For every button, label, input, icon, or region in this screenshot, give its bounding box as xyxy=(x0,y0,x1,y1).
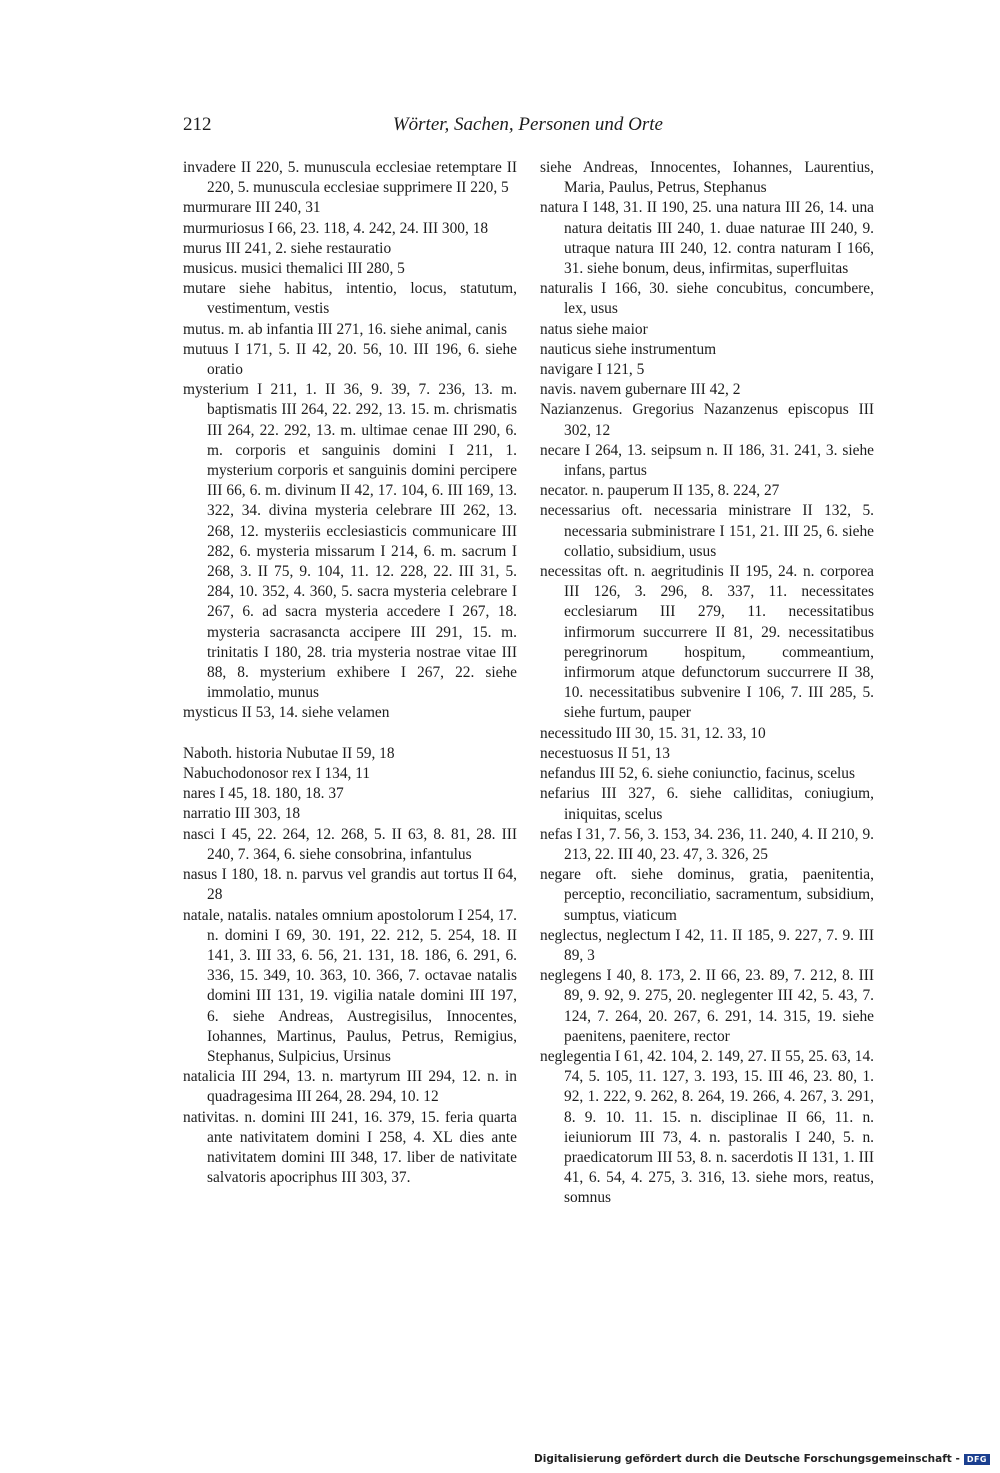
index-entry: naturalis I 166, 30. siehe concubitus, concumbere, lex, usus xyxy=(540,280,874,318)
index-entry: navigare I 121, 5 xyxy=(540,361,645,379)
index-entry: murmuriosus I 66, 23. 118, 4. 242, 24. III 300, 18 xyxy=(183,219,489,237)
index-entry: nares I 45, 18. 180, 18. 37 xyxy=(183,785,344,803)
index-column-right xyxy=(540,158,874,1209)
index-entry: mutare siehe habitus, intentio, locus, statutum, vestimentum, vestis xyxy=(183,280,517,318)
index-entry: nasus I 180, 18. n. parvus vel grandis aut tortus II 64, 28 xyxy=(183,866,517,904)
index-entry: nauticus siehe instrumentum xyxy=(540,340,717,358)
index-entry: necator. n. pauperum II 135, 8. 224, 27 xyxy=(540,482,780,500)
footer-text: Digitalisierung gefördert durch die Deutsche Forschungsgemeinschaft - xyxy=(534,1453,960,1465)
index-entry: negare oft. siehe dominus, gratia, paenitentia, perceptio, reconciliatio, sacramentum, subsidium, sumptus, viaticum xyxy=(540,866,874,924)
index-entry: nefandus III 52, 6. siehe coniunctio, facinus, scelus xyxy=(540,765,855,783)
index-entry: nasci I 45, 22. 264, 12. 268, 5. II 63, 8. 81, 28. III 240, 7. 364, 6. siehe consobrina, infantulus xyxy=(183,825,517,863)
index-entry: necessarius oft. necessaria ministrare II 132, 5. necessaria subministrare I 151, 21. III 25, 6. siehe collatio, subsidium, usus xyxy=(540,502,874,560)
index-entry: nativitas. n. domini III 241, 16. 379, 15. feria quarta ante nativitatem domini I 258, 4. XL dies ante nativitatem domini III 348, 17. liber de nativitate salvatoris apocriphus III 303, 37. xyxy=(183,1108,517,1187)
index-entry: natus siehe maior xyxy=(540,320,648,338)
index-entry: natale, natalis. natales omnium apostolorum I 254, 17. n. domini I 69, 30. 191, 22. 212, 5. 254, 18. II 141, 3. III 33, 6. 56, 21. 131, 18. 186, 6. 291, 6. 336, 15. 349, 10. 363, 10. 366, 7. octavae natalis domini III 131, 19. vigilia natale domini III 197, 6. siehe Andreas, Austregisilus, Innocentes, Iohannes, Martinus, Paulus, Petrus, Remigius, Stephanus, Sulpicius, Ursinus xyxy=(183,906,517,1065)
index-entry: mysterium I 211, 1. II 36, 9. 39, 7. 236, 13. m. baptismatis III 264, 22. 292, 13. 15. m. chrismatis III 264, 22. 292, 13. m. ultimae cenae III 290, 6. m. corporis et sanguinis domini I 211, 1. mysterium corporis et sanguinis domini percipere III 66, 6. m. divinum II 42, 17. 104, 6. III 169, 13. 322, 34. divina mysteria celebrare III 262, 13. 268, 12. mysteriis ecclesiasticis communicare III 282, 6. mysteria missarum I 214, 6. m. sacrum I 268, 3. II 75, 9. 104, 11. 12. 228, 22. III 31, 5. 284, 10. 352, 4. 360, 5. sacra mysteria celebrare I 267, 6. ad sacra mysteria accedere I 267, 18. mysteria sacrasancta accipere III 291, 15. m. trinitatis I 180, 28. tria mysteria nostrae vitae III 88, 8. mysterium exhibere I 267, 22. siehe immolatio, munus xyxy=(183,381,517,702)
index-entry: mutuus I 171, 5. II 42, 20. 56, 10. III 196, 6. siehe oratio xyxy=(183,340,517,379)
index-entry: mysticus II 53, 14. siehe velamen xyxy=(183,704,390,722)
index-entry: nefarius III 327, 6. siehe calliditas, coniugium, iniquitas, scelus xyxy=(540,785,874,823)
index-entry: navis. navem gubernare III 42, 2 xyxy=(540,381,741,399)
index-entry: invadere II 220, 5. munuscula ecclesiae retemptare II 220, 5. munuscula ecclesiae supprimere II 220, 5 xyxy=(183,159,517,197)
index-entry: necessitudo III 30, 15. 31, 12. 33, 10 xyxy=(540,724,766,742)
index-entry: neglectus, neglectum I 42, 11. II 185, 9. 227, 7. 9. III 89, 3 xyxy=(540,926,874,964)
index-entry: neglegentia I 61, 42. 104, 2. 149, 27. II 55, 25. 63, 14. 74, 5. 105, 11. 127, 3. 193, 15. III 46, 23. 80, 1. 92, 1. 222, 9. 262, 8. 264, 19. 266, 4. 267, 3. 291, 8. 9. 10. 11. 15. n. disciplinae II 66, 11. n. ieiuniorum III 73, 4. n. pastoralis I 240, 5. n. praedicatorum III 53, 8. n. sacerdotis II 131, 1. III 41, 6. 54, 4. 275, 3. 316, 13. siehe mors, reatus, somnus xyxy=(540,1047,874,1207)
index-entry: Nazianzenus. Gregorius Nazanzenus episcopus III 302, 12 xyxy=(540,401,874,439)
index-entry: murus III 241, 2. siehe restauratio xyxy=(183,239,392,257)
running-head: Wörter, Sachen, Personen und Orte xyxy=(392,114,663,135)
index-entry: natura I 148, 31. II 190, 25. una natura III 26, 14. una natura deitatis III 240, 1. duae naturae III 240, 9. utraque natura III 240, 12. contra naturam I 166, 31. siehe bonum, deus, infirmitas, superfluitas xyxy=(540,199,874,278)
index-entry: mutus. m. ab infantia III 271, 16. siehe animal, canis xyxy=(183,320,507,338)
index-entry: natalicia III 294, 13. n. martyrum III 294, 12. n. in quadragesima III 264, 28. 294, 10. 12 xyxy=(183,1068,517,1106)
index-entry: necestuosus II 51, 13 xyxy=(540,744,670,762)
dfg-logo-icon: DFG xyxy=(964,1454,990,1465)
index-entry: narratio III 303, 18 xyxy=(183,805,301,823)
index-entry: necare I 264, 13. seipsum n. II 186, 31. 241, 3. siehe infans, partus xyxy=(540,441,874,480)
index-entry: neglegens I 40, 8. 173, 2. II 66, 23. 89, 7. 212, 8. III 89, 9. 92, 9. 275, 20. neglegenter III 42, 5. 43, 7. 124, 7. 264, 20. 267, 6. 291, 14. 315, 19. siehe paenitens, paenitere, rector xyxy=(540,967,874,1045)
index-entry: siehe Andreas, Innocentes, Iohannes, Laurentius, Maria, Paulus, Petrus, Stephanus xyxy=(540,159,874,197)
index-entry: Nabuchodonosor rex I 134, 11 xyxy=(183,765,371,783)
index-entry: Naboth. historia Nubutae II 59, 18 xyxy=(183,744,395,762)
index-entry: murmurare III 240, 31 xyxy=(183,199,321,217)
digitization-footer xyxy=(534,1453,990,1465)
index-entry: nefas I 31, 7. 56, 3. 153, 34. 236, 11. 240, 4. II 210, 9. 213, 22. III 40, 23. 47, 3. 326, 25 xyxy=(540,825,874,863)
index-column-left xyxy=(183,158,517,1188)
index-entry: musicus. musici themalici III 280, 5 xyxy=(183,260,405,278)
page-number: 212 xyxy=(183,114,212,135)
index-entry: necessitas oft. n. aegritudinis II 195, 24. n. corporea III 126, 3. 296, 8. 337, 11. necessitates ecclesiarum III 279, 11. necessitatibus infirmorum succurrere II 81, 29. necessitatibus peregrinorum hospitum, commeantium, infirmorum atque defunctorum succurrere II 38, 10. necessitatibus subvenire I 106, 7. III 285, 5. siehe furtum, pauper xyxy=(540,563,874,722)
